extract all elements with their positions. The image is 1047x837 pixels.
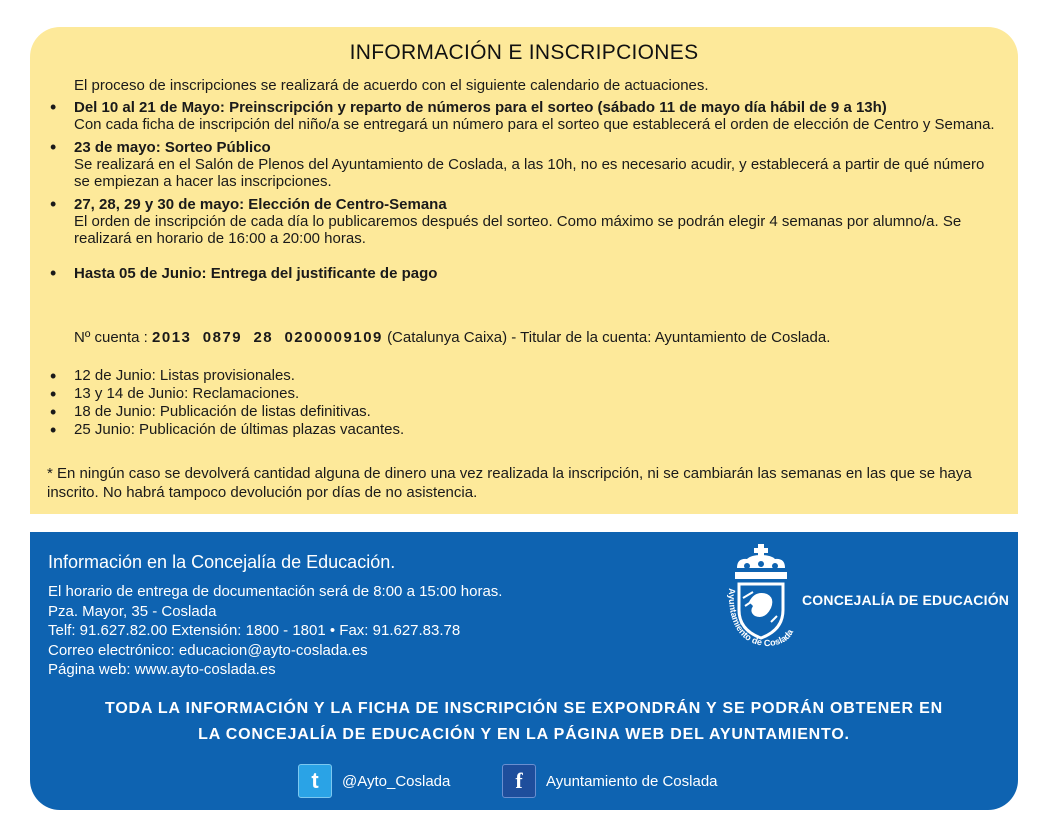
step-text: Se realizará en el Salón de Plenos del Ayuntamiento de Coslada, a las 10h, no es necesario acudir, y establecerá a partir de qué número se empiezan a hacer las inscripciones. [74,156,985,190]
steps-list [30,99,1018,288]
step-heading: 27, 28, 29 y 30 de mayo: Elección de Centro-Semana [74,196,447,213]
bank-account [74,329,830,346]
department-label: CONCEJALÍA DE EDUCACIÓN [802,592,1010,608]
registration-panel [30,27,1018,514]
facebook-name[interactable]: Ayuntamiento de Coslada [546,772,718,790]
contact-line: Pza. Mayor, 35 - Coslada [48,602,217,620]
contact-line: Telf: 91.627.82.00 Extensión: 1800 - 1801 • Fax: 91.627.83.78 [48,622,461,639]
coslada-seal-icon [725,542,797,652]
refund-note: * En ningún caso se devolverá cantidad alguna de dinero una vez realizada la inscripción, ni se cambiarán las semanas en las que se haya inscrito. No habrá tampoco devolución por días de no asistencia. [47,465,972,501]
step-text: Con cada ficha de inscripción del niño/a se entregará un número para el sorteo que establecerá el orden de elección de Centro y Semana. [74,116,995,133]
step-heading: Hasta 05 de Junio: Entrega del justificante de pago [74,265,438,282]
contact-website[interactable]: Página web: www.ayto-coslada.es [48,661,276,678]
twitter-icon: t [298,764,332,798]
twitter-link[interactable] [298,765,450,797]
step-item [30,265,1018,282]
step-item [30,196,1018,247]
step-item [30,139,1018,190]
page-title: INFORMACIÓN E INSCRIPCIONES [349,41,699,64]
intro-text: El proceso de inscripciones se realizará de acuerdo con el siguiente calendario de actuaciones. [74,77,709,94]
dates-list [30,367,404,439]
account-holder: (Catalunya Caixa) - Titular de la cuenta: Ayuntamiento de Coslada. [387,329,831,346]
account-label: Nº cuenta : [74,329,148,346]
seal-text: Ayuntamiento de Coslada [726,588,796,649]
step-heading: 23 de mayo: Sorteo Público [74,139,271,156]
contact-line: El horario de entrega de documentación será de 8:00 a 15:00 horas. [48,583,503,600]
step-heading: Del 10 al 21 de Mayo: Preinscripción y reparto de números para el sorteo (sábado 11 de mayo día hábil de 9 a 13h) [74,99,887,116]
facebook-icon: f [502,764,536,798]
contact-title: Información en la Concejalía de Educación. [48,552,396,572]
list-item: • 25 Junio: Publicación de últimas plazas vacantes. [30,421,404,439]
account-number: 2013 0879 28 0200009109 [152,329,383,346]
step-item [30,99,1018,133]
step-text: El orden de inscripción de cada día lo publicaremos después del sorteo. Como máximo se podrán elegir 4 semanas por alumno/a. Se realizará en horario de 16:00 a 20:00 horas. [74,213,962,247]
list-item: • 12 de Junio: Listas provisionales. [30,367,404,385]
notice-banner [30,696,1018,748]
twitter-handle[interactable]: @Ayto_Coslada [342,772,451,790]
info-card [30,27,1018,810]
notice-line: TODA LA INFORMACIÓN Y LA FICHA DE INSCRIPCIÓN SE EXPONDRÁN Y SE PODRÁN OBTENER EN [105,700,943,717]
contact-email[interactable]: Correo electrónico: educacion@ayto-coslada.es [48,641,368,659]
contact-panel [30,532,1018,810]
notice-line: LA CONCEJALÍA DE EDUCACIÓN Y EN LA PÁGINA WEB DEL AYUNTAMIENTO. [198,726,850,743]
divider [30,514,1018,522]
list-item: • 13 y 14 de Junio: Reclamaciones. [30,385,404,403]
facebook-link[interactable] [502,765,718,797]
contact-details [48,582,502,680]
list-item: • 18 de Junio: Publicación de listas definitivas. [30,403,404,421]
